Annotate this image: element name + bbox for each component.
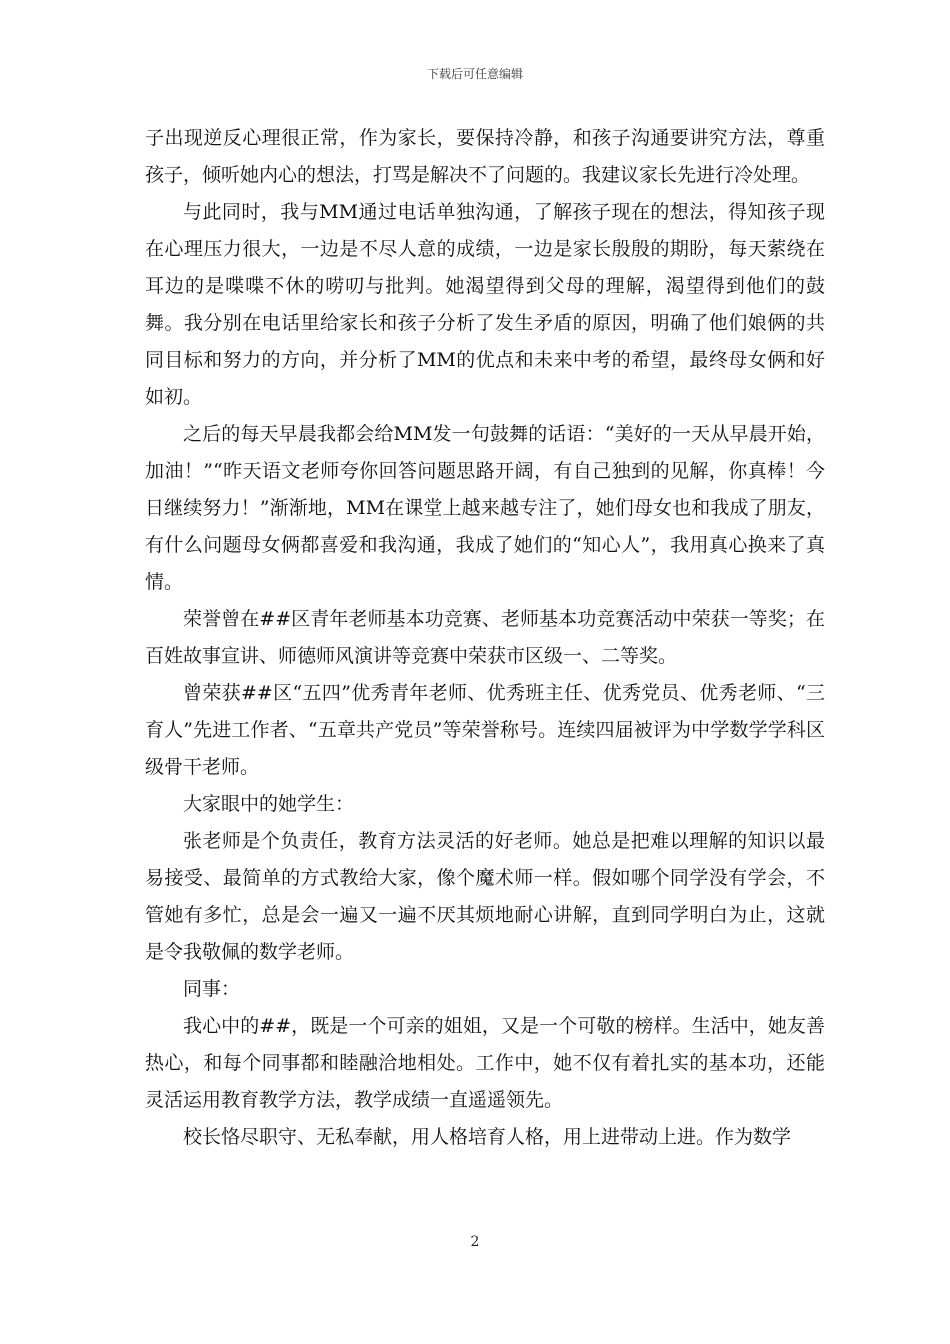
page-header: 下载后可任意编辑 <box>426 67 523 81</box>
paragraph: 荣誉曾在##区青年老师基本功竞赛、老师基本功竞赛活动中荣获一等奖；在百姓故事宣讲、师德师风演讲等竞赛中荣获市区级一、二等奖。 <box>145 608 825 667</box>
paragraph: 我心中的##，既是一个可亲的姐姐，又是一个可敬的榜样。生活中，她友善热心，和每个同事都和睦融洽地相处。工作中，她不仅有着扎实的基本功，还能灵活运用教育教学方法，教学成绩一直遥遥领先。 <box>145 1015 825 1111</box>
page-number: 2 <box>470 1234 480 1250</box>
paragraph: 子出现逆反心理很正常，作为家长，要保持冷静，和孩子沟通要讲究方法，尊重孩子，倾听她内心的想法，打骂是解决不了问题的。我建议家长先进行冷处理。 <box>145 127 825 186</box>
document-body <box>145 120 825 1156</box>
paragraph: 曾荣获##区“五四”优秀青年老师、优秀班主任、优秀党员、优秀老师、“三育人”先进工作者、“五章共产党员”等荣誉称号。连续四届被评为中学数学学科区级骨干老师。 <box>145 682 825 778</box>
paragraph: 同事： <box>183 978 241 1000</box>
paragraph: 校长恪尽职守、无私奉献，用人格培育人格，用上进带动上进。作为数学 <box>183 1126 792 1148</box>
paragraph: 与此同时，我与MM通过电话单独沟通，了解孩子现在的想法，得知孩子现在心理压力很大，一边是不尽人意的成绩，一边是家长殷殷的期盼，每天萦绕在耳边的是喋喋不休的唠叨与批判。她渴望得到父母的理解，渴望得到他们的鼓舞。我分别在电话里给家长和孩子分析了发生矛盾的原因，明确了他们娘俩的共同目标和努力的方向，并分析了MM的优点和未来中考的希望，最终母女俩和好如初。 <box>145 201 825 408</box>
paragraph: 之后的每天早晨我都会给MM发一句鼓舞的话语：“美好的一天从早晨开始，加油！”“昨天语文老师夸你回答问题思路开阔，有自己独到的见解，你真棒！今日继续努力！”渐渐地，MM在课堂上越来越专注了，她们母女也和我成了朋友，有什么问题母女俩都喜爱和我沟通，我成了她们的“知心人”，我用真心换来了真情。 <box>145 423 825 593</box>
paragraph: 大家眼中的她学生： <box>183 793 355 815</box>
paragraph: 张老师是个负责任，教育方法灵活的好老师。她总是把难以理解的知识以最易接受、最简单的方式教给大家，像个魔术师一样。假如哪个同学没有学会，不管她有多忙，总是会一遍又一遍不厌其烦地耐心讲解，直到同学明白为止，这就是令我敬佩的数学老师。 <box>145 830 825 963</box>
